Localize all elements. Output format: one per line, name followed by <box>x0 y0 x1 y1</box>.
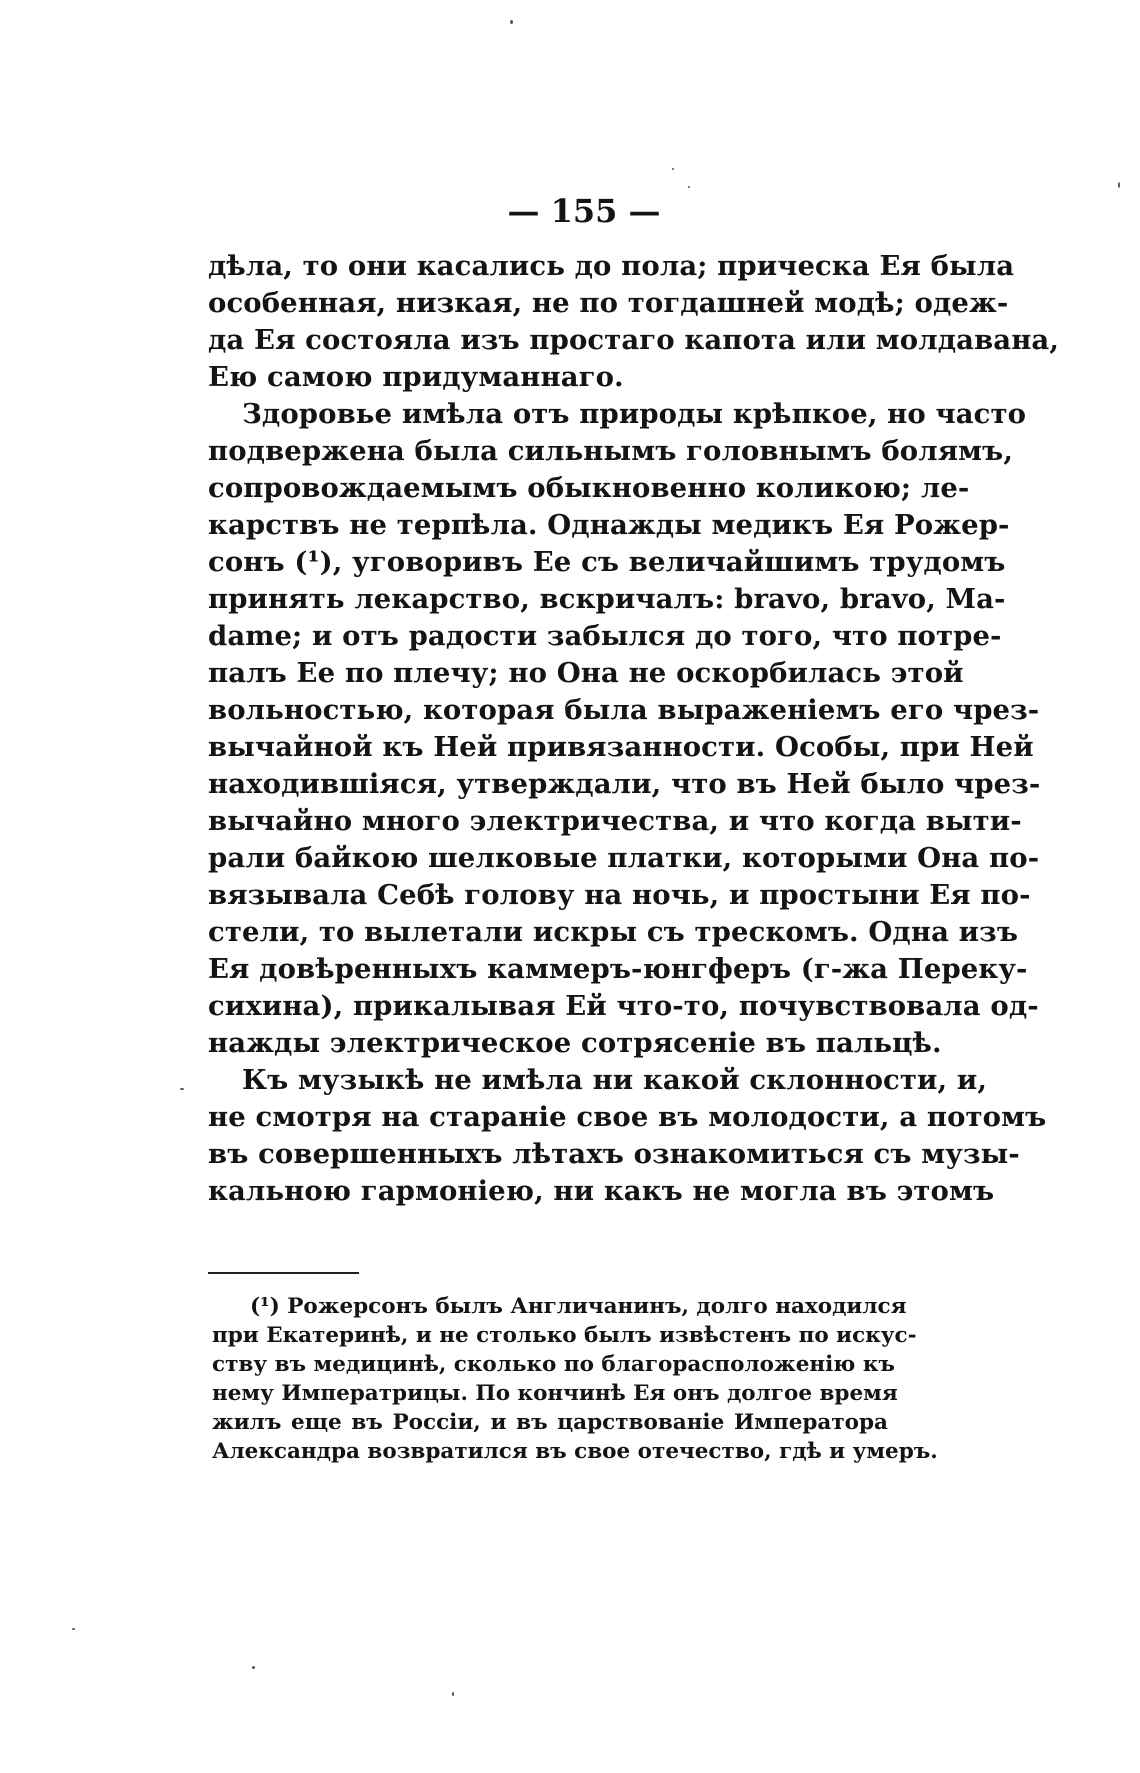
footnote-line: (¹) Рожерсонъ былъ Англичанинъ, долго находился <box>250 1294 907 1319</box>
text-line: принять лекарство, вскричалъ: bravo, bravo, Ma- <box>208 583 1006 615</box>
footnote-line: при Екатеринѣ, и не столько былъ извѣстенъ по искус- <box>212 1323 917 1348</box>
scan-speck <box>180 1088 184 1090</box>
text-line: особенная, низкая, не по тогдашней модѣ; одеж- <box>208 287 1009 319</box>
text-line: сихина), прикалывая Ей что-то, почувствовала од- <box>208 990 1039 1022</box>
footnote <box>212 1292 938 1466</box>
text-line: вычайно много электричества, и что когда выти- <box>208 805 1022 837</box>
footnote-line: Александра возвратился въ свое отечество, гдѣ и умеръ. <box>212 1439 938 1464</box>
text-line: вольностью, которая была выраженіемъ его чрез- <box>208 694 1040 726</box>
text-line: кальною гармоніею, ни какъ не могла въ этомъ <box>208 1175 995 1207</box>
text-line: Здоровье имѣла отъ природы крѣпкое, но часто <box>242 398 1027 430</box>
text-line: находившіяся, утверждали, что въ Ней было чрез- <box>208 768 1041 800</box>
text-line: дѣла, то они касались до пола; прическа Ея была <box>208 250 1015 282</box>
text-line: вязывала Себѣ голову на ночь, и простыни Ея по- <box>208 879 1031 911</box>
scan-speck <box>72 1628 75 1630</box>
text-line: Ея довѣренныхъ каммеръ-юнгферъ (г-жа Переку- <box>208 953 1028 985</box>
scan-speck <box>252 1666 255 1669</box>
footnote-line: ству въ медицинѣ, сколько по благорасположенію къ <box>212 1352 895 1377</box>
footnote-line: жилъ еще въ Россіи, и въ царствованіе Императора <box>212 1410 888 1435</box>
text-line: карствъ не терпѣла. Однажды медикъ Ея Рожер- <box>208 509 1010 541</box>
scan-speck <box>1118 182 1120 188</box>
page-number: — 155 — <box>507 192 661 230</box>
footnote-line: нему Императрицы. По кончинѣ Ея онъ долгое время <box>212 1381 898 1406</box>
text-line: dame; и отъ радости забылся до того, что потре- <box>208 620 1002 652</box>
scan-speck <box>672 168 674 170</box>
text-line: стели, то вылетали искры съ трескомъ. Одна изъ <box>208 916 1019 948</box>
text-line: сонъ (¹), уговоривъ Ее съ величайшимъ трудомъ <box>208 546 1006 578</box>
text-line: да Ея состояла изъ простаго капота или молдавана, <box>208 324 1060 356</box>
text-line: въ совершенныхъ лѣтахъ ознакомиться съ музы- <box>208 1138 1020 1170</box>
text-line: вычайной къ Ней привязанности. Особы, при Ней <box>208 731 1034 763</box>
body-text <box>208 248 1060 1210</box>
text-line: рали байкою шелковые платки, которыми Она по- <box>208 842 1040 874</box>
text-line: палъ Ее по плечу; но Она не оскорбилась этой <box>208 657 964 689</box>
text-line: Къ музыкѣ не имѣла ни какой склонности, и, <box>242 1064 988 1096</box>
scan-speck <box>688 186 690 188</box>
text-line: не смотря на стараніе свое въ молодости, а потомъ <box>208 1101 1047 1133</box>
footnote-rule <box>208 1272 359 1274</box>
text-line: Ею самою придуманнаго. <box>208 361 624 393</box>
text-line: нажды электрическое сотрясеніе въ пальцѣ. <box>208 1027 942 1059</box>
scan-speck <box>452 1692 454 1696</box>
scan-speck <box>510 20 513 24</box>
text-line: подвержена была сильнымъ головнымъ болямъ, <box>208 435 1013 467</box>
text-line: сопровождаемымъ обыкновенно коликою; ле- <box>208 472 970 504</box>
